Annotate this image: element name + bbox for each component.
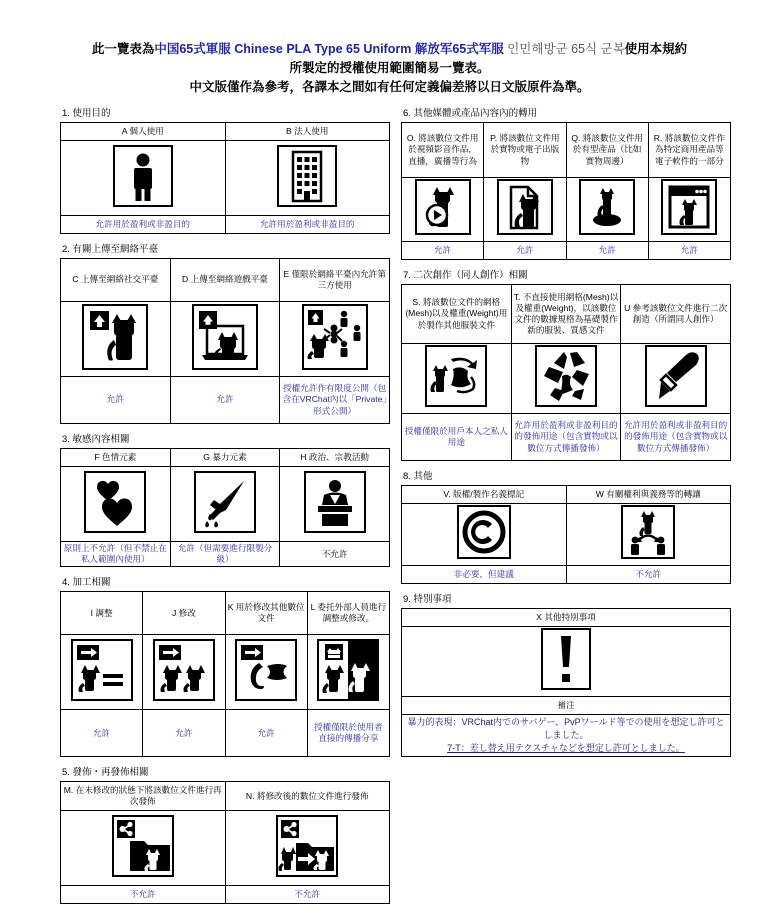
- cell-icon-N: [225, 811, 390, 886]
- section-4: [60, 576, 390, 757]
- cell-icon-B: [225, 141, 390, 216]
- cell-icon-S: [402, 344, 512, 414]
- cell-result-B: 允許用於盈利或非盈目的: [225, 216, 390, 234]
- table-row-header: [61, 592, 390, 635]
- cell-header-H: H 政治、宗教活動: [280, 449, 390, 467]
- page-cat-icon: [497, 179, 553, 235]
- exclamation-icon: [541, 628, 591, 690]
- section-8: [401, 470, 731, 584]
- table-row-result: [61, 377, 390, 424]
- title-cn2: 解放军65式军服: [414, 42, 504, 56]
- cell-header-M: M. 在未修改的狀態下將該數位文件進行再次發佈: [61, 782, 226, 811]
- cell-result-K: 允許: [225, 710, 307, 757]
- cell-result-I: 允許: [61, 710, 143, 757]
- cell-header-F: F 色情元素: [61, 449, 171, 467]
- table-row-header: [402, 486, 731, 504]
- cell-result-V: 非必要，但建議: [402, 566, 567, 584]
- table-row-icons: [61, 302, 390, 377]
- table-row-result: [402, 566, 731, 584]
- person-icon: [113, 145, 173, 207]
- section-8-table: [401, 485, 731, 584]
- table-row-result: [402, 242, 731, 260]
- table-row-icons: [61, 635, 390, 710]
- cell-header-V: V. 版權/製作名義標記: [402, 486, 567, 504]
- section-3: [60, 433, 390, 567]
- section-1: [60, 107, 390, 234]
- table-row-icons: [402, 504, 731, 566]
- section-8-title: 8. 其他: [403, 471, 433, 482]
- table-row-result: [61, 710, 390, 757]
- paint-brush-icon: [645, 345, 707, 407]
- cell-icon-M: [61, 811, 226, 886]
- cell-header-B: B 法人使用: [225, 123, 390, 141]
- window-cat-icon: [661, 179, 717, 235]
- table-row-header: [61, 449, 390, 467]
- table-row-icons: [61, 467, 390, 542]
- title-kr: 인민해방군 65식 군복: [507, 42, 625, 56]
- title-line-1: [55, 40, 724, 59]
- cell-icon-A: [61, 141, 226, 216]
- cell-icon-G: [170, 467, 280, 542]
- cell-result-S: 授權僅限於用戶本人之私人用途: [402, 414, 512, 461]
- table-row-icons: [402, 627, 731, 697]
- cell-result-L: 授權僅限於使用者直接的傳播分享: [307, 710, 389, 757]
- content-columns: [0, 97, 779, 913]
- two-cats-invert-icon: [317, 639, 379, 701]
- section-5-title: 5. 發佈・再發佈相關: [62, 767, 149, 779]
- section-1-title: 1. 使用目的: [62, 108, 111, 119]
- cell-header-O: O. 將該數位文件用於視頻影音作品，直播，廣播等行為: [402, 123, 484, 178]
- table-row-header: [61, 259, 390, 302]
- section-9: [401, 593, 731, 757]
- right-column: [401, 107, 731, 766]
- section-5: [60, 766, 390, 904]
- cell-icon-P: [484, 178, 566, 242]
- cell-header-I: I 調整: [61, 592, 143, 635]
- knife-icon: [194, 471, 256, 533]
- cell-icon-I: [61, 635, 143, 710]
- notes-cell: [402, 715, 731, 757]
- cell-result-R: 允許: [648, 242, 730, 260]
- cell-icon-O: [402, 178, 484, 242]
- cell-icon-L: [307, 635, 389, 710]
- cell-header-G: G 暴力元素: [170, 449, 280, 467]
- cell-result-E: 授權允許作有限度公開（包含在VRChat內以「Private」形式公開）: [280, 377, 390, 424]
- cell-icon-U: [621, 344, 731, 414]
- section-9-table: [401, 608, 731, 757]
- hearts-icon: [84, 471, 146, 533]
- mesh-shards-icon: [535, 345, 597, 407]
- cell-result-H: 不允許: [280, 542, 390, 567]
- section-2-title: 2. 有關上傳至網絡平臺: [62, 244, 159, 255]
- cell-icon-R: [648, 178, 730, 242]
- note-line-2: 7-T：差し替え用テクスチャなどを想定し許可としました。: [447, 743, 685, 753]
- cell-icon-C: [61, 302, 171, 377]
- table-row-notes: [402, 715, 731, 757]
- section-2-table: [60, 258, 390, 424]
- cell-icon-T: [511, 344, 621, 414]
- cell-icon-K: [225, 635, 307, 710]
- table-row-header: [61, 123, 390, 141]
- cell-header-A: A 個人使用: [61, 123, 226, 141]
- cell-icon-J: [143, 635, 225, 710]
- section-7-title: 7. 二次創作（同人創作）相關: [403, 270, 528, 281]
- share-folder-cats-arrow-icon: [276, 815, 338, 877]
- cell-icon-X: [402, 627, 731, 697]
- cell-header-T: T. 不直接使用網格(Mesh)以及權重(Weight)，以該數位文件的數據規格為基礎製作新的服裝、質感文件: [511, 285, 621, 344]
- cell-result-N: 不允許: [225, 886, 390, 904]
- section-3-title: 3. 敏感內容相關: [62, 434, 130, 445]
- cell-header-S: S. 將該數位文件的網格(Mesh)以及權重(Weight)用於製作其他服裝文件: [402, 285, 512, 344]
- cell-icon-H: [280, 467, 390, 542]
- section-9-title: 9. 特別事項: [403, 594, 452, 605]
- cell-header-W: W 有關權利與義務等的轉讓: [566, 486, 731, 504]
- cell-result-M: 不允許: [61, 886, 226, 904]
- copyright-icon: [457, 505, 511, 559]
- title-cn: 中国65式軍服: [154, 42, 231, 56]
- transfer-cat-people-icon: [621, 505, 675, 559]
- cell-result-U: 允許用於盈利或非盈利目的的發佈用途（包含實物或以數位方式傳播發佈）: [621, 414, 731, 461]
- section-6: [401, 107, 731, 260]
- section-4-table: [60, 591, 390, 757]
- cell-icon-D: [170, 302, 280, 377]
- table-row-header: [61, 782, 390, 811]
- table-row-icons: [402, 178, 731, 242]
- cell-header-D: D 上傳至網絡遊戲平臺: [170, 259, 280, 302]
- cell-result-G: 允許（但需要進行限製分級）: [170, 542, 280, 567]
- table-row-header: [402, 123, 731, 178]
- arrow-two-cats-icon: [153, 639, 215, 701]
- title-line-3: 中文版僅作為參考，各譯本之間如有任何定義偏差將以日文版原件為準。: [189, 80, 590, 94]
- table-row-header: [402, 285, 731, 344]
- cell-icon-V: [402, 504, 567, 566]
- share-folder-cat-icon: [112, 815, 174, 877]
- title-prefix: 此一覽表為: [91, 42, 155, 56]
- cell-result-P: 允許: [484, 242, 566, 260]
- cell-result-O: 允許: [402, 242, 484, 260]
- cell-result-A: 允許用於盈利或非盈目的: [61, 216, 226, 234]
- table-row-result: [402, 414, 731, 461]
- table-row-result: [61, 886, 390, 904]
- cell-result-W: 不允許: [566, 566, 731, 584]
- cell-result-X: 補注: [402, 697, 731, 715]
- table-row-icons: [61, 811, 390, 886]
- play-cat-icon: [415, 179, 471, 235]
- section-1-table: [60, 122, 390, 234]
- share-cat-people-icon: [302, 304, 368, 370]
- podium-speaker-icon: [304, 471, 366, 533]
- building-icon: [277, 145, 337, 207]
- cell-header-C: C 上傳至網絡社交平臺: [61, 259, 171, 302]
- cat-mesh-recycle-icon: [425, 345, 487, 407]
- table-row-icons: [402, 344, 731, 414]
- section-5-table: [60, 781, 390, 904]
- cell-result-J: 允許: [143, 710, 225, 757]
- table-row-result: [61, 216, 390, 234]
- figure-cat-icon: [579, 179, 635, 235]
- arrow-cat-tail-icon: [235, 639, 297, 701]
- page-title: [0, 0, 779, 97]
- title-suffix: 使用本規約: [624, 42, 688, 56]
- cell-header-P: P. 將該數位文件用於實物或電子出版物: [484, 123, 566, 178]
- section-6-title: 6. 其他媒體或產品內容內的轉用: [403, 108, 538, 119]
- cell-result-C: 允許: [61, 377, 171, 424]
- title-line-2: 所製定的授權使用範圍簡易一覽表。: [289, 61, 490, 75]
- arrow-cat-equals-icon: [71, 639, 133, 701]
- cell-result-Q: 允許: [566, 242, 648, 260]
- cell-header-Q: Q. 將該數位文件用於有型產品（比如實物周邊）: [566, 123, 648, 178]
- upload-cat-icon: [82, 304, 148, 370]
- section-2: [60, 243, 390, 424]
- cell-icon-Q: [566, 178, 648, 242]
- cell-result-T: 允許用於盈利或非盈利目的的發佈用途（包含實物或以數位方式傳播發佈）: [511, 414, 621, 461]
- cell-header-U: U 參考該數位文件進行二次創造（所謂同人創作）: [621, 285, 731, 344]
- section-7-table: [401, 284, 731, 461]
- cell-header-K: K 用於修改其他數位文件: [225, 592, 307, 635]
- table-row-result: [402, 697, 731, 715]
- upload-cat-laptop-icon: [192, 304, 258, 370]
- cell-header-J: J 修改: [143, 592, 225, 635]
- cell-icon-W: [566, 504, 731, 566]
- table-row-header: [402, 609, 731, 627]
- note-line-1: 暴力的表現：VRChat内でのサバゲー、PvPワールド等での使用を想定し許可としました。: [407, 717, 725, 740]
- section-7: [401, 269, 731, 461]
- cell-header-E: E 僅限於網絡平臺內允許第三方使用: [280, 259, 390, 302]
- cell-result-D: 允許: [170, 377, 280, 424]
- cell-header-N: N. 將修改後的數位文件進行發佈: [225, 782, 390, 811]
- cell-icon-E: [280, 302, 390, 377]
- cell-result-F: 原則上不允許（但不禁止在私人範圍內使用）: [61, 542, 171, 567]
- cell-header-X: X 其他特別事項: [402, 609, 731, 627]
- table-row-result: [61, 542, 390, 567]
- title-en: Chinese PLA Type 65 Uniform: [234, 42, 412, 56]
- cell-icon-F: [61, 467, 171, 542]
- section-4-title: 4. 加工相關: [62, 577, 111, 589]
- section-3-table: [60, 448, 390, 567]
- left-column: [60, 107, 390, 913]
- cell-header-R: R. 將該數位文件作為特定商用產品等電子軟件的一部分: [648, 123, 730, 178]
- section-6-table: [401, 122, 731, 260]
- cell-header-L: L 委托外部人員進行調整或修改。: [307, 592, 389, 635]
- table-row-icons: [61, 141, 390, 216]
